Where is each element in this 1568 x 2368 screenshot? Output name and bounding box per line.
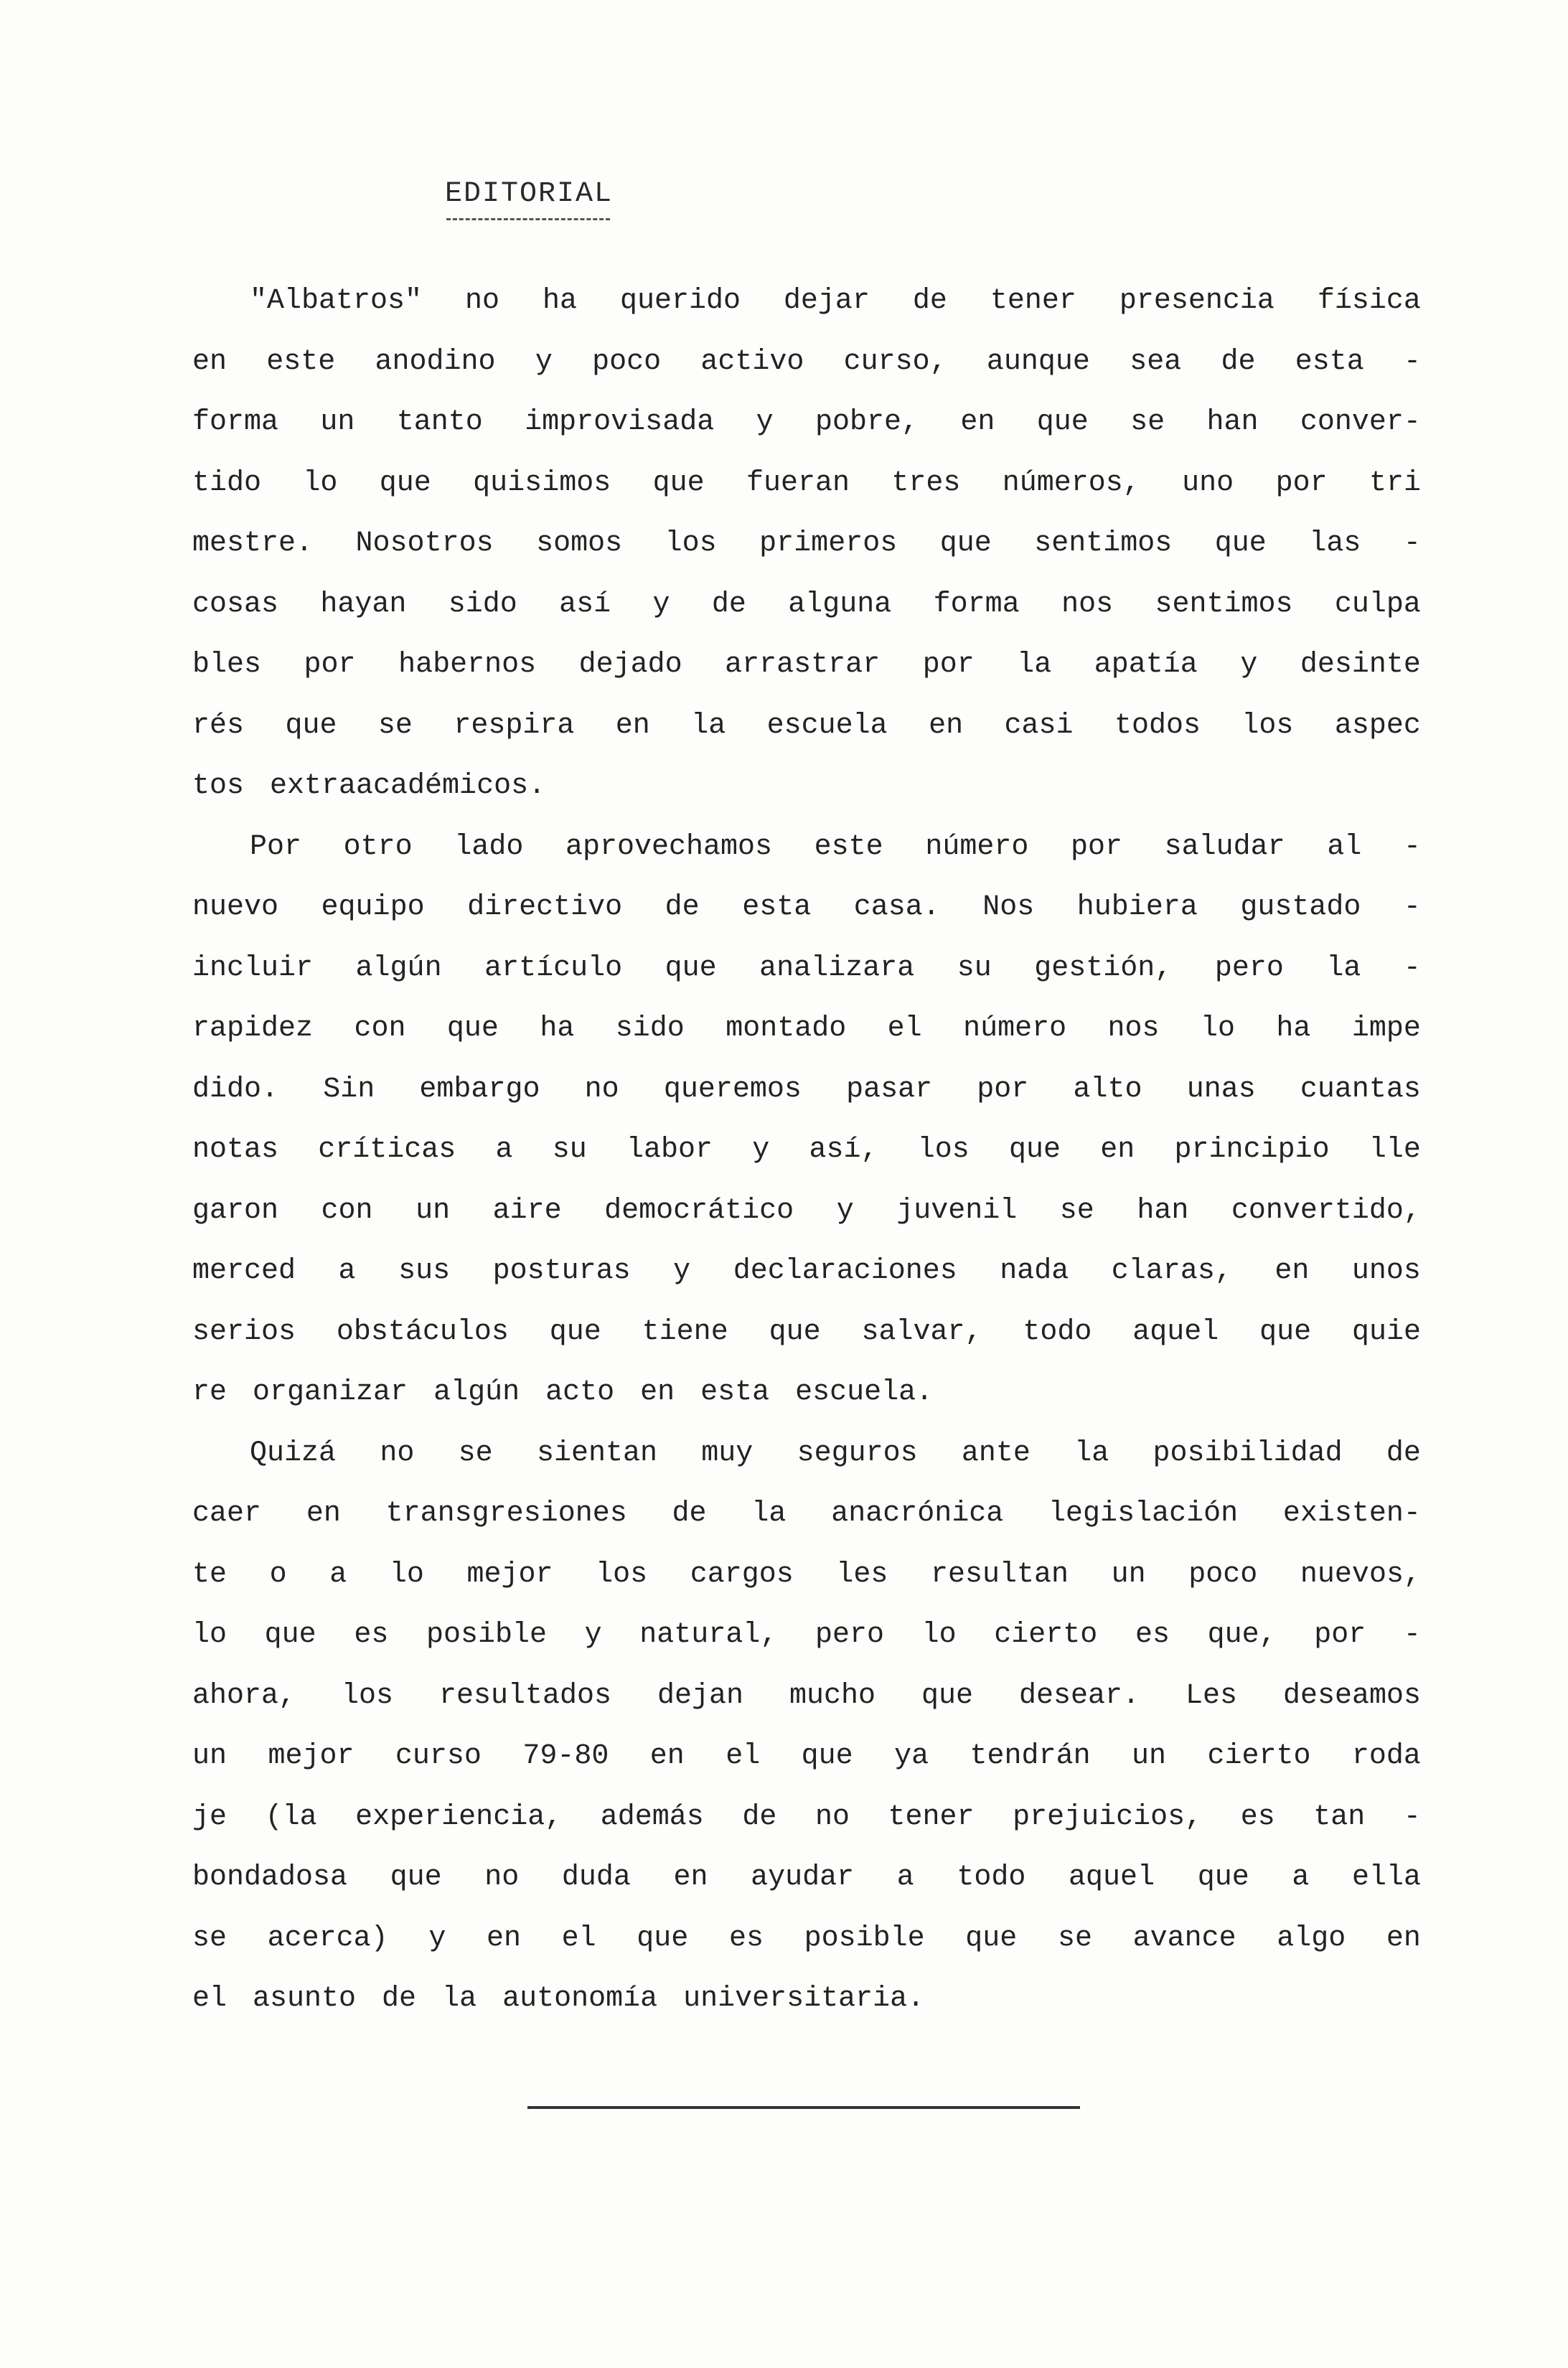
text-line: caer en transgresiones de la anacrónica legislación existen- [192,1498,1421,1530]
text-line: te o a lo mejor los cargos les resultan un poco nuevos, [192,1558,1421,1591]
text-line: se acerca) y en el que es posible que se avance algo en [192,1922,1421,1955]
text-line: re organizar algún acto en esta escuela. [192,1376,934,1409]
text-line: Por otro lado aprovechamos este número por saludar al - [250,830,1421,863]
text-line: lo que es posible y natural, pero lo cierto es que, por - [192,1619,1421,1651]
text-line: nuevo equipo directivo de esta casa. Nos hubiera gustado - [192,891,1421,924]
text-line: Quizá no se sientan muy seguros ante la posibilidad de [250,1437,1421,1470]
text-line: "Albatros" no ha querido dejar de tener presencia física [250,285,1421,317]
closing-rule [527,2106,1080,2109]
text-line: rés que se respira en la escuela en casi todos los aspec [192,709,1421,742]
editorial-title: EDITORIAL [445,178,614,210]
text-line: je (la experiencia, además de no tener prejuicios, es tan - [192,1800,1421,1833]
text-line: forma un tanto improvisada y pobre, en que se han conver- [192,406,1421,438]
text-line: mestre. Nosotros somos los primeros que sentimos que las - [192,527,1421,560]
text-line: incluir algún artículo que analizara su gestión, pero la - [192,952,1421,985]
text-line: cosas hayan sido así y de alguna forma nos sentimos culpa [192,588,1421,621]
text-line: bles por habernos dejado arrastrar por la apatía y desinte [192,649,1421,681]
text-line: un mejor curso 79-80 en el que ya tendrán un cierto roda [192,1740,1421,1772]
text-line: notas críticas a su labor y así, los que en principio lle [192,1134,1421,1166]
text-line: el asunto de la autonomía universitaria. [192,1983,925,2015]
text-line: serios obstáculos que tiene que salvar, todo aquel que quie [192,1315,1421,1348]
text-line: bondadosa que no duda en ayudar a todo aquel que a ella [192,1861,1421,1894]
text-line: en este anodino y poco activo curso, aunque sea de esta - [192,345,1421,378]
text-line: tos extraacadémicos. [192,770,546,802]
text-line: dido. Sin embargo no queremos pasar por alto unas cuantas [192,1073,1421,1106]
title-underline [446,218,610,220]
text-line: ahora, los resultados dejan mucho que desear. Les deseamos [192,1679,1421,1712]
text-line: merced a sus posturas y declaraciones nada claras, en unos [192,1255,1421,1287]
editorial-body [192,271,1421,2030]
text-line: rapidez con que ha sido montado el número nos lo ha impe [192,1012,1421,1045]
text-line: tido lo que quisimos que fueran tres números, uno por tri [192,466,1421,499]
text-line: garon con un aire democrático y juvenil se han convertido, [192,1194,1421,1227]
